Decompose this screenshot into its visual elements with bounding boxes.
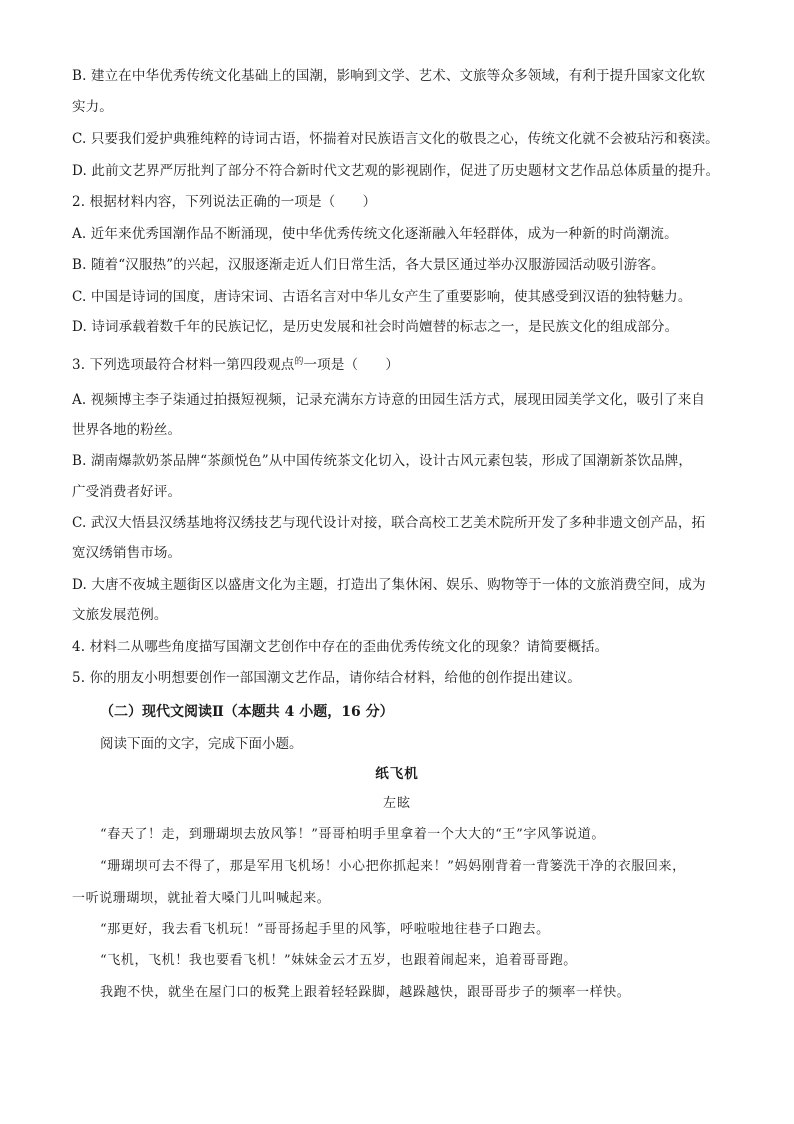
q3-option-d-line1: D. 大唐不夜城主题街区以盛唐文化为主题，打造出了集休闲、娱乐、购物等于一体的文旅消费空间，成为 [72,577,706,593]
q3-stem-before: 3. 下列选项最符合材料一第四段观点 [72,357,295,373]
story-paragraph-1: “春天了！走，到珊瑚坝去放风筝！”哥哥柏明手里拿着一个大大的“王”字风筝说道。 [100,827,605,842]
q3-stem-sup: 的 [294,357,304,367]
q2-option-a: A. 近年来优秀国潮作品不断涌现，使中华优秀传统文化逐渐融入年轻群体，成为一种新的时尚潮流。 [72,226,678,242]
story-paragraph-3: “那更好，我去看飞机玩！”哥哥扬起手里的风筝，呼啦啦地往巷子口跑去。 [100,922,550,937]
story-paragraph-5: 我跑不快，就坐在屋门口的板凳上跟着轻轻跺脚，越跺越快，跟哥哥步子的频率一样快。 [100,985,631,1000]
q2-option-d: D. 诗词承载着数千年的民族记忆，是历史发展和社会时尚嬗替的标志之一，是民族文化的组成部分。 [72,319,679,335]
q1-option-c: C. 只要我们爱护典雅纯粹的诗词古语，怀揣着对民族语言文化的敬畏之心，传统文化就不会被玷污和亵渎。 [72,131,719,147]
q4-stem: 4. 材料二从哪些角度描写国潮文艺创作中存在的歪曲优秀传统文化的现象？请简要概括。 [72,639,609,655]
story-paragraph-2-line2: 一听说珊瑚坝，就扯着大嗓门儿叫喊起来。 [72,891,331,906]
q1-option-b-line2: 实力。 [72,99,113,115]
section-heading: （二）现代文阅读Ⅱ（本题共 4 小题，16 分） [100,704,394,720]
q3-option-b-line1: B. 湖南爆款奶茶品牌“茶颜悦色”从中国传统茶文化切入，设计古风元素包装，形成了国潮新茶饮品牌， [72,453,693,469]
story-paragraph-2-line1: “珊瑚坝可去不得了，那是军用飞机场！小心把你抓起来！”妈妈刚背着一背篓洗干净的衣服回来， [100,859,686,874]
q1-option-b-line1: B. 建立在中华优秀传统文化基础上的国潮，影响到文学、艺术、文旅等众多领域，有利于提升国家文化软 [72,68,706,84]
q1-option-d: D. 此前文艺界严厉批判了部分不符合新时代文艺观的影视剧作，促进了历史题材文艺作品总体质量的提升。 [72,163,720,179]
q5-stem: 5. 你的朋友小明想要创作一部国潮文艺作品，请你结合材料，给他的创作提出建议。 [72,670,582,686]
q3-option-d-line2: 文旅发展范例。 [72,607,168,623]
q3-option-c-line2: 宽汉绣销售市场。 [72,545,182,561]
reading-instruction: 阅读下面的文字，完成下面小题。 [100,736,303,752]
story-author: 左眩 [382,796,411,811]
q3-stem [72,352,732,375]
q3-stem-after: 一项是（ ） [303,357,400,373]
q2-option-c: C. 中国是诗词的国度，唐诗宋词、古语名言对中华儿女产生了重要影响，使其感受到汉语的独特魅力。 [72,289,692,305]
q2-option-b: B. 随着“汉服热”的兴起，汉服逐渐走近人们日常生活，各大景区通过举办汉服游园活动吸引游客。 [72,257,665,273]
q3-option-a-line1: A. 视频博主李子柒通过拍摄短视频，记录充满东方诗意的田园生活方式，展现田园美学文化，吸引了来自 [72,392,706,408]
q3-option-c-line1: C. 武汉大悟县汉绣基地将汉绣技艺与现代设计对接，联合高校工艺美术院所开发了多种非遗文创产品，拓 [72,515,706,531]
story-paragraph-4: “飞机，飞机！我也要看飞机！”妹妹金云才五岁，也跟着闹起来，追着哥哥跑。 [100,953,577,968]
q3-option-b-line2: 广受消费者好评。 [72,484,182,500]
story-title: 纸飞机 [375,766,419,782]
q3-option-a-line2: 世界各地的粉丝。 [72,422,182,438]
q2-stem: 2. 根据材料内容，下列说法正确的一项是（ ） [72,194,377,210]
